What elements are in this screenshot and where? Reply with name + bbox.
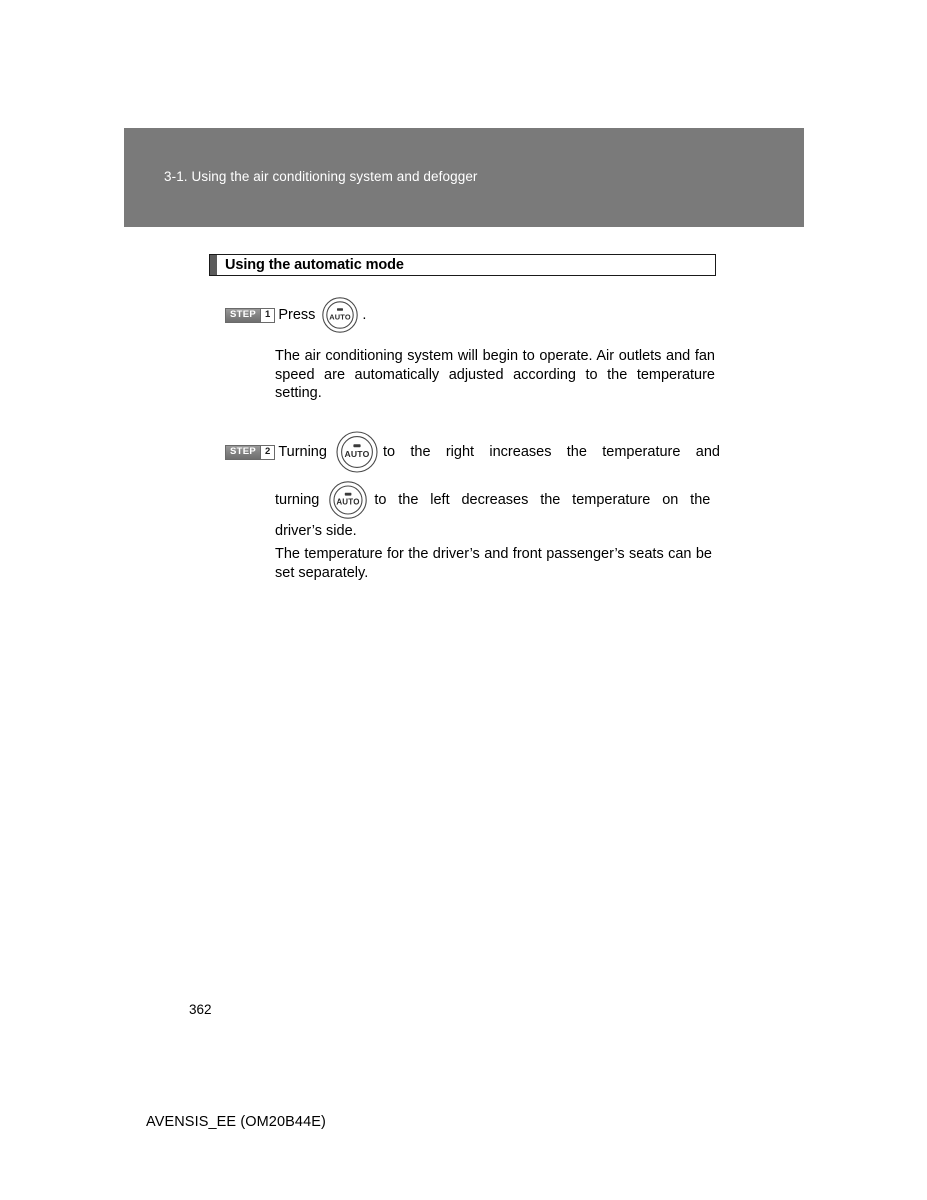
step-2-lead-text: Turning — [278, 444, 327, 460]
step-1-trailing-text: . — [362, 307, 367, 323]
section-title: Using the automatic mode — [225, 257, 404, 273]
step-1-line — [225, 296, 366, 334]
step-2-block — [225, 430, 720, 581]
step-2-badge — [225, 445, 275, 460]
step-1-block — [225, 296, 715, 401]
step-2-line-3: driver’s side. — [275, 523, 357, 539]
step-2-line-1 — [225, 430, 720, 474]
step-2-badge-word: STEP — [226, 446, 260, 459]
auto-knob-icon — [328, 480, 368, 520]
step-2-line-2-lead: turning — [275, 492, 320, 508]
auto-knob-icon — [321, 296, 359, 334]
page-number: 362 — [189, 1002, 212, 1017]
svg-text:AUTO: AUTO — [329, 312, 352, 322]
step-1-badge-number: 1 — [260, 309, 274, 322]
step-2-line-2 — [275, 480, 710, 520]
step-1-badge — [225, 308, 275, 323]
chapter-header-band — [124, 128, 804, 227]
step-1-badge-word: STEP — [226, 309, 260, 322]
section-title-bar — [209, 254, 716, 276]
svg-text:AUTO: AUTO — [344, 448, 370, 459]
step-1-body-text: The air conditioning system will begin to operate. Air outlets and fan speed are automatically adjusted according to the temperature setting. — [275, 348, 715, 401]
auto-knob-icon — [335, 430, 379, 474]
step-2-line-1-text: to the right increases the temperature and — [382, 444, 720, 460]
step-1-lead-text: Press — [278, 307, 316, 323]
step-2-line-2-text: to the left decreases the temperature on the — [374, 492, 711, 508]
document-footer: AVENSIS_EE (OM20B44E) — [146, 1114, 326, 1130]
section-accent-tab — [210, 255, 217, 275]
step-2-body-text: The temperature for the driver’s and front passenger’s seats can be set separately. — [275, 546, 712, 581]
svg-text:AUTO: AUTO — [336, 497, 361, 507]
step-2-badge-number: 2 — [260, 446, 274, 459]
chapter-title: 3-1. Using the air conditioning system and defogger — [164, 169, 478, 184]
